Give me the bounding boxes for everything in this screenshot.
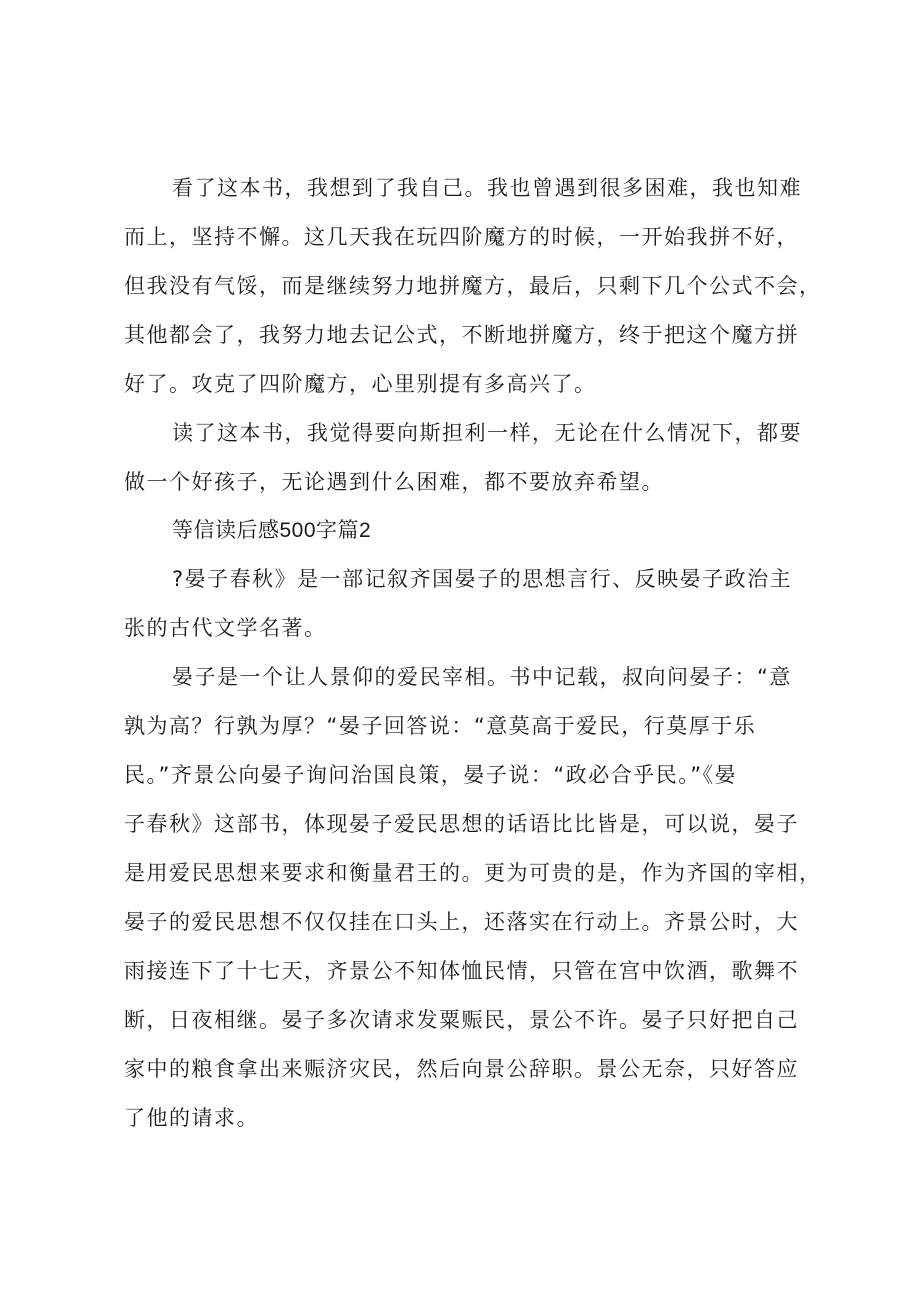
paragraph-1-line-5: 好了。攻克了四阶魔方，心里别提有多高兴了。 — [124, 372, 597, 396]
paragraph-4-line-1: 晏子是一个让人景仰的爱民宰相。书中记载，叔向问晏子：“意 — [172, 665, 792, 689]
paragraph-4-line-9: 家中的粮食拿出来赈济灾民，然后向景公辞职。景公无奈，只好答应 — [124, 1057, 799, 1081]
paragraph-3-line-1: ?晏子春秋》是一部记叙齐国晏子的思想言行、反映晏子政治主 — [172, 567, 793, 591]
paragraph-4-line-3: 民。”齐景公向晏子询问治国良策，晏子说：“政必合乎民。”《晏 — [124, 763, 738, 787]
paragraph-1-line-4: 其他都会了，我努力地去记公式，不断地拼魔方，终于把这个魔方拼 — [124, 323, 799, 347]
paragraph-3-line-2: 张的古代文学名著。 — [124, 616, 327, 640]
paragraph-4-line-10: 了他的请求。 — [124, 1106, 259, 1130]
paragraph-4-line-6: 晏子的爱民思想不仅仅挂在口头上，还落实在行动上。齐景公时，大 — [124, 910, 799, 934]
paragraph-2-line-1: 读了这本书，我觉得要向斯担利一样，无论在什么情况下，都要 — [172, 421, 802, 445]
paragraph-1-line-1: 看了这本书，我想到了我自己。我也曾遇到很多困难，我也知难 — [172, 176, 802, 200]
paragraph-4-line-4: 子春秋》这部书，体现晏子爱民思想的话语比比皆是，可以说，晏子 — [124, 812, 799, 836]
paragraph-1-line-3: 但我没有气馁，而是继续努力地拼魔方，最后，只剩下几个公式不会， — [124, 274, 822, 298]
section-heading: 等信读后感500字篇2 — [172, 519, 372, 542]
paragraph-2-line-2: 做一个好孩子，无论遇到什么困难，都不要放弃希望。 — [124, 470, 664, 494]
paragraph-4-line-5: 是用爱民思想来要求和衡量君王的。更为可贵的是，作为齐国的宰相， — [124, 861, 822, 885]
paragraph-4-line-2: 孰为高？行孰为厚？“晏子回答说：“意莫高于爱民，行莫厚于乐 — [124, 714, 757, 738]
paragraph-4-line-7: 雨接连下了十七天，齐景公不知体恤民情，只管在宫中饮酒，歌舞不 — [124, 959, 799, 983]
paragraph-4-line-8: 断，日夜相继。晏子多次请求发粟赈民，景公不许。晏子只好把自己 — [124, 1008, 799, 1032]
paragraph-1-line-2: 而上，坚持不懈。这几天我在玩四阶魔方的时候，一开始我拼不好， — [124, 225, 799, 249]
